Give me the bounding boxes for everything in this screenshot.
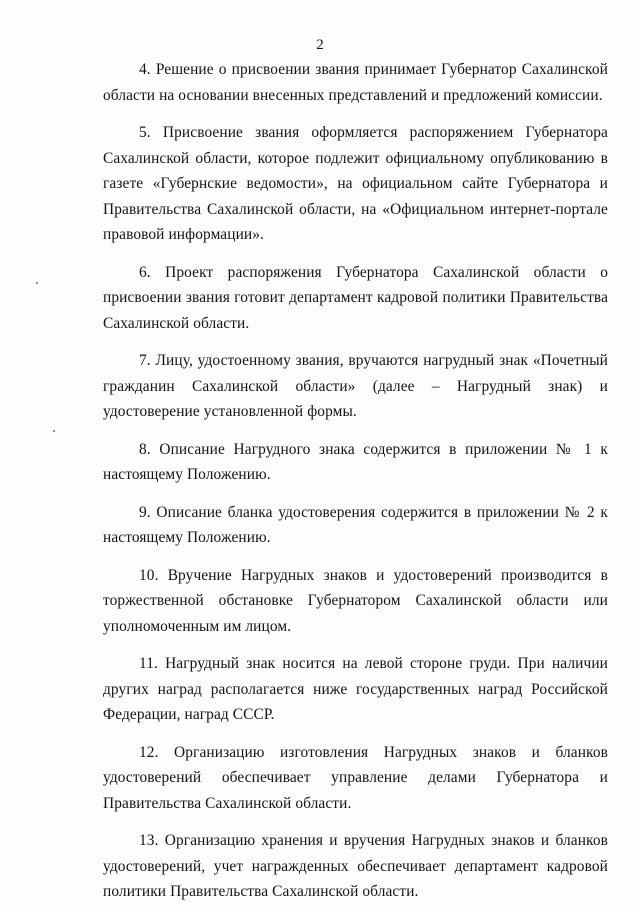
paragraph-9: 9. Описание бланка удостоверения содержится в приложении № 2 к настоящему Положению. — [103, 503, 608, 546]
paragraph-4: 4. Решение о присвоении звания принимает Губернатор Сахалинской области на основании внесенных представлений и предложений комиссии. — [103, 61, 608, 104]
scan-speck — [36, 282, 38, 284]
paragraph-7: 7. Лицу, удостоенному звания, вручаются нагрудный знак «Почетный гражданин Сахалинской области» (далее – Нагрудный знак) и удостоверение установленной формы. — [103, 352, 608, 420]
document-body — [103, 57, 608, 917]
paragraph-13: 13. Организацию хранения и вручения Нагрудных знаков и бланков удостоверений, учет награжденных обеспечивает департамент кадровой политики Правительства Сахалинской области. — [103, 832, 608, 900]
paragraph-8: 8. Описание Нагрудного знака содержится в приложении № 1 к настоящему Положению. — [103, 440, 608, 483]
paragraph-5: 5. Присвоение звания оформляется распоряжением Губернатора Сахалинской области, которое подлежит официальному опубликованию в газете «Губернские ведомости», на официальном сайте Губернатора и Правительства Сахалинской области, на «Официальном интернет-портале правовой информации». — [103, 124, 608, 243]
scan-speck — [53, 430, 55, 432]
paragraph-10: 10. Вручение Нагрудных знаков и удостоверений производится в торжественной обстановке Губернатором Сахалинской области или уполномоченным им лицом. — [103, 566, 608, 635]
page-number: 2 — [316, 37, 324, 53]
paragraph-12: 12. Организацию изготовления Нагрудных знаков и бланков удостоверений обеспечивает управление делами Губернатора и Правительства Сахалинской области. — [103, 743, 608, 812]
paragraph-11: 11. Нагрудный знак носится на левой стороне груди. При наличии других наград располагается ниже государственных наград Российской Федерации, наград СССР. — [103, 655, 608, 723]
paragraph-6: 6. Проект распоряжения Губернатора Сахалинской области о присвоении звания готовит департамент кадровой политики Правительства Сахалинской области. — [103, 263, 608, 332]
